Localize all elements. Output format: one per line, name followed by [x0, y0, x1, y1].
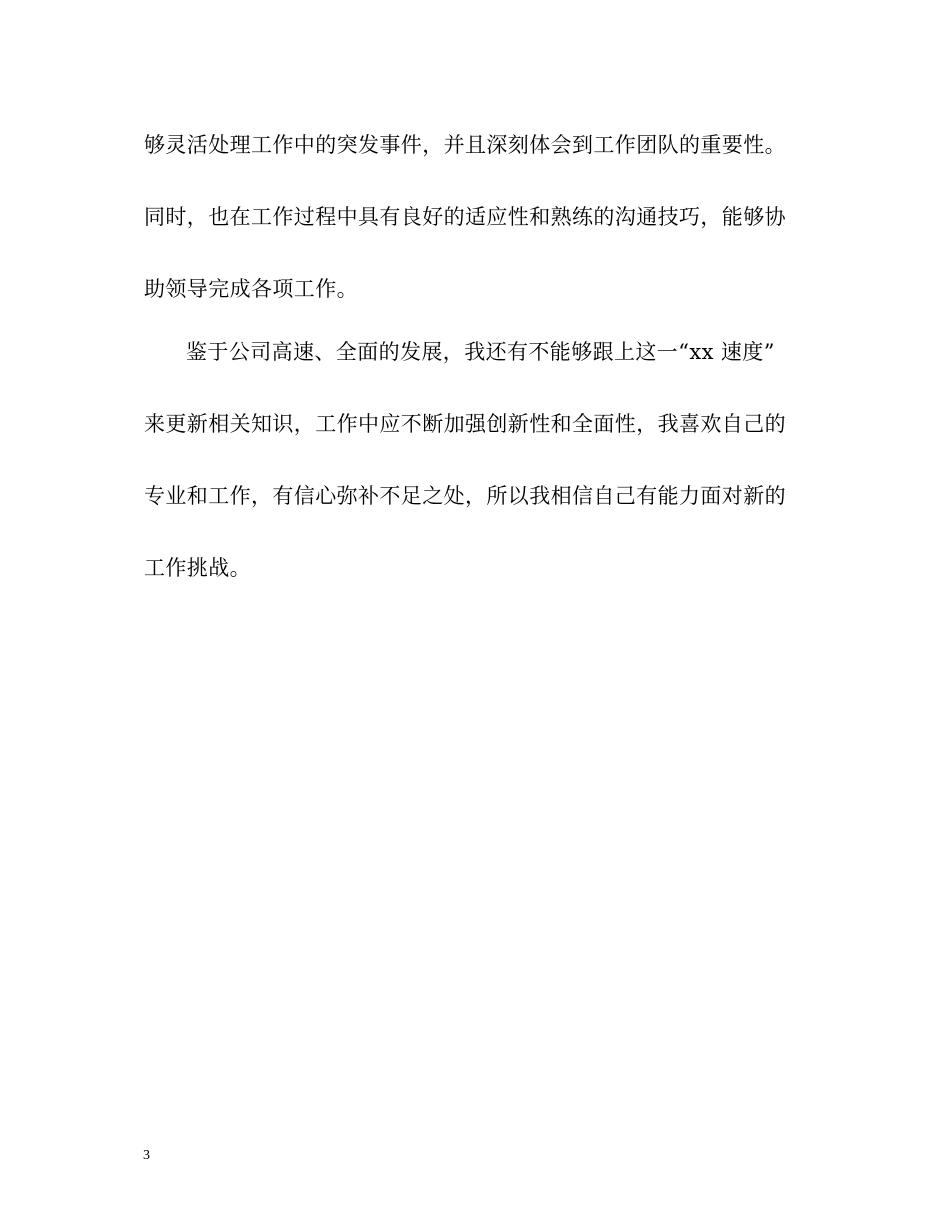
paragraph-line: 同时，也在工作过程中具有良好的适应性和熟练的沟通技巧，能够协	[144, 205, 786, 229]
paragraph-first-line: 鉴于公司高速、全面的发展，我还有不能够跟上这一“xx 速度”	[186, 340, 775, 364]
paragraph-line: 够灵活处理工作中的突发事件，并且深刻体会到工作团队的重要性。	[144, 133, 786, 157]
paragraph-line: 工作挑战。	[144, 556, 251, 580]
paragraph-line: 来更新相关知识，工作中应不断加强创新性和全面性，我喜欢自己的	[144, 412, 786, 436]
paragraph-line: 专业和工作，有信心弥补不足之处，所以我相信自己有能力面对新的	[144, 484, 786, 508]
paragraph-line: 助领导完成各项工作。	[144, 277, 358, 301]
page-number: 3	[143, 1148, 150, 1163]
